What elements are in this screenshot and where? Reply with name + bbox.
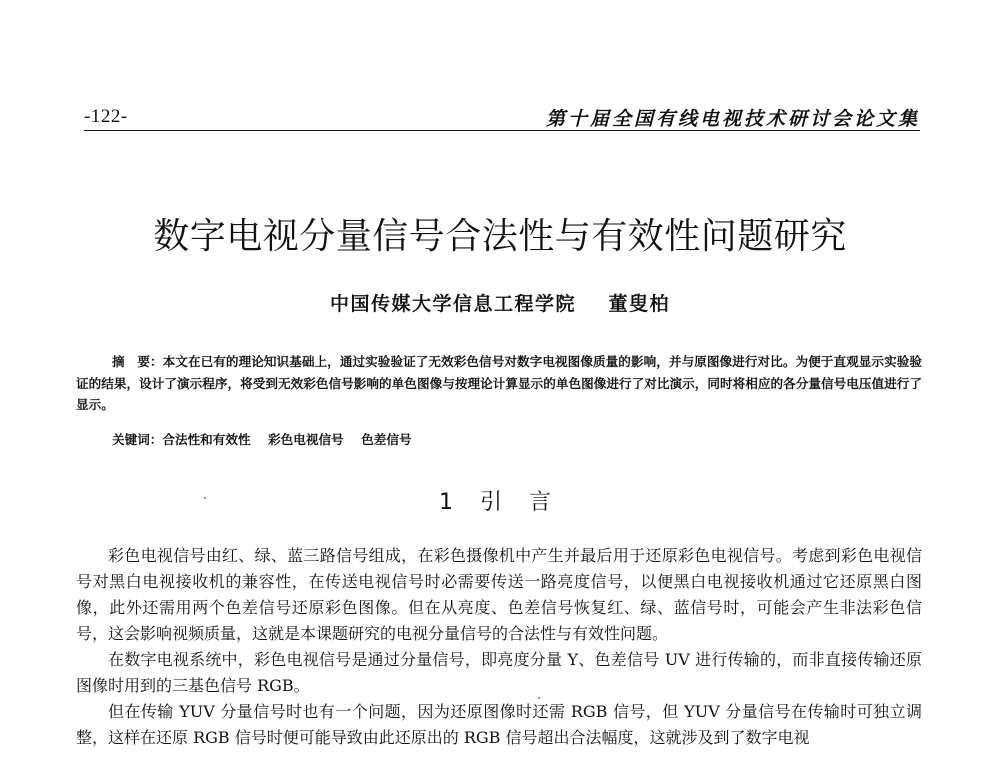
affiliation-author: 中国传媒大学信息工程学院 董叟柏 [330, 293, 670, 315]
paragraph: 但在传输 YUV 分量信号时也有一个问题，因为还原图像时还需 RGB 信号，但 YUV 分量信号在传输时可独立调整，这样在还原 RGB 信号时便可能导致由此还原出的 RGB 信号超出合法幅度，这就涉及到了数字电视 [76, 702, 922, 747]
paragraph: 在数字电视系统中，彩色电视信号是通过分量信号，即亮度分量 Y、色差信号 UV 进行传输的，而非直接传输还原图像时用到的三基色信号 RGB。 [76, 650, 922, 695]
scan-speck [204, 497, 206, 499]
paper-title: 数字电视分量信号合法性与有效性问题研究 [153, 216, 847, 257]
body-text [76, 543, 922, 751]
running-title: 第十届全国有线电视技术研讨会论文集 [545, 108, 920, 130]
scan-speck [538, 697, 540, 699]
paragraph: 彩色电视信号由红、绿、蓝三路信号组成，在彩色摄像机中产生并最后用于还原彩色电视信号。考虑到彩色电视信号对黑白电视接收机的兼容性，在传送电视信号时必需要传送一路亮度信号，以便黑白电视接收机通过它还原黑白图像，此外还需用两个色差信号还原彩色图像。但在从亮度、色差信号恢复红、绿、蓝信号时，可能会产生非法彩色信号，这会影响视频质量，这就是本课题研究的电视分量信号的合法性与有效性问题。 [76, 546, 922, 643]
keywords: 关键词：合法性和有效性 彩色电视信号 色差信号 [112, 432, 412, 447]
section-heading: 1 引 言 [439, 490, 561, 515]
abstract: 摘 要：本文在已有的理论知识基础上，通过实验验证了无效彩色信号对数字电视图像质量的影响，并与原图像进行对比。为便于直观显示实验验证的结果，设计了演示程序，将受到无效彩色信号影响的单色图像与按理论计算显示的单色图像进行了对比演示，同时将相应的各分量信号电压值进行了显示。 [76, 354, 922, 412]
page-number: -122- [84, 106, 128, 127]
page-header [84, 100, 920, 131]
